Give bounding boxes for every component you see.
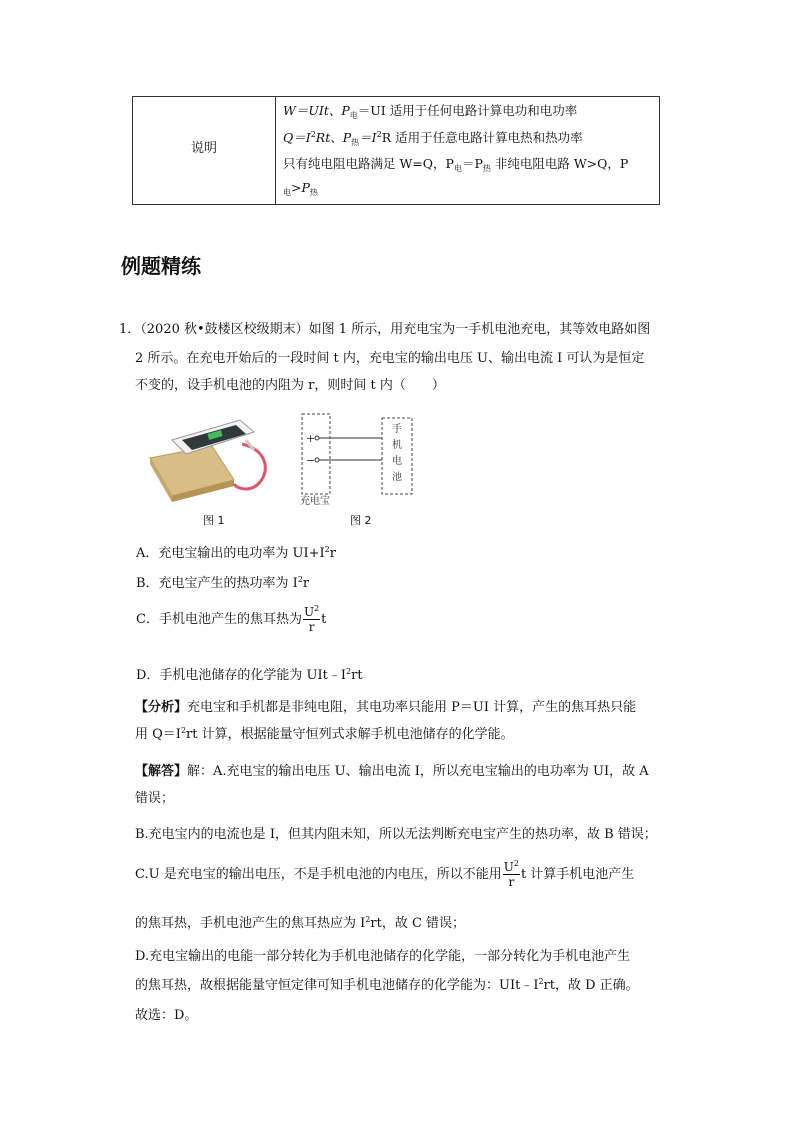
option-b: B．充电宝产生的热功率为 $I^2r$: [136, 575, 310, 591]
fig2-bank-label: 充电宝: [300, 496, 330, 505]
fig2-plus-sign: +: [306, 432, 316, 445]
table-divider: [275, 97, 276, 204]
solution-line-2: 错误；: [135, 791, 175, 806]
option-a: A．充电宝输出的电功率为 $UI+I^2r$: [136, 545, 336, 561]
fig2-phone-char-4: 池: [392, 472, 402, 483]
solution-label: 【解答】: [135, 764, 188, 779]
solution-line-3: B.充电宝内的电流也是 I，但其内阻未知，所以无法判断充电宝产生的热功率，故 B 错误；: [135, 827, 657, 842]
question-line-3: 不变的，设手机电池的内阻为 r，则时间 t 内（ ）: [135, 378, 445, 393]
fig2-phone-char-3: 电: [392, 456, 402, 467]
fig2-minus-sign: −: [306, 454, 316, 467]
figure-1-caption: 图 1: [203, 514, 225, 527]
analysis-label: 【分析】: [135, 700, 188, 715]
analysis-line-1: 【分析】充电宝和手机都是非纯电阻，其电功率只能用 P＝UI 计算，产生的焦耳热只能: [135, 700, 637, 715]
solution-line-1: 【解答】解：A.充电宝的输出电压 U、输出电流 I，所以充电宝输出的电功率为 UI，故 A: [135, 764, 649, 779]
table-header-cell: 说明: [190, 141, 217, 156]
solution-line-4: C.U 是充电宝的输出电压，不是手机电池的内电压，所以不能用 $\frac{U^2}{r}$ t 计算手机电池产生: [135, 859, 635, 889]
solution-fraction: $\frac{U^2}{r}$: [503, 859, 519, 889]
table-row-3: 只有纯电阻电路满足 W=Q，$P_电=P_热$ 非纯电阻电路 W>Q，P: [283, 156, 629, 173]
fig2-phone-char-1: 手: [392, 424, 402, 435]
option-d: D．手机电池储存的化学能为 $UIt﹣I^2rt$: [136, 667, 363, 683]
table-row-2: $Q=I^2Rt$、$P_热=I^2R$ 适用于任意电路计算电热和热功率: [283, 130, 583, 147]
figure-2-circuit-diagram: [296, 410, 426, 505]
question-line-2: 2 所示。在充电开始后的一段时间 t 内，充电宝的输出电压 U、输出电流 I 可认为是恒定: [135, 351, 645, 366]
option-c: C．手机电池产生的焦耳热为 $\frac{U^2}{r}$ t: [136, 604, 327, 634]
solution-line-7: 的焦耳热，故根据能量守恒定律可知手机电池储存的化学能为：$UIt﹣I^2rt$，故 D 正确。: [135, 977, 639, 993]
table-row-4: $_电>P_热$: [283, 180, 318, 197]
solution-line-6: D.充电宝输出的电能一部分转化为手机电池储存的化学能，一部分转化为手机电池产生: [135, 949, 631, 964]
fig2-phone-char-2: 机: [392, 440, 402, 451]
question-line-1: 1．（2020 秋•鼓楼区校级期末）如图 1 所示，用充电宝为一手机电池充电，其等效电路如图: [119, 322, 651, 337]
option-c-fraction: $\frac{U^2}{r}$: [303, 604, 320, 634]
solution-line-8: 故选：D。: [135, 1008, 198, 1023]
section-title: 例题精练: [121, 254, 201, 278]
analysis-line-2: 用 $Q=I^2rt$ 计算，根据能量守恒列式求解手机电池储存的化学能。: [135, 726, 514, 742]
table-row-1: W＝UIt、$P_电=UI$ 适用于任何电路计算电功和电功率: [283, 103, 578, 120]
solution-line-5: 的焦耳热，手机电池产生的焦耳热应为 $I^2rt$，故 C 错误；: [135, 915, 466, 931]
figure-2-caption: 图 2: [350, 514, 372, 527]
explanation-table: [132, 96, 660, 205]
figure-1-power-bank-image: [142, 410, 292, 505]
